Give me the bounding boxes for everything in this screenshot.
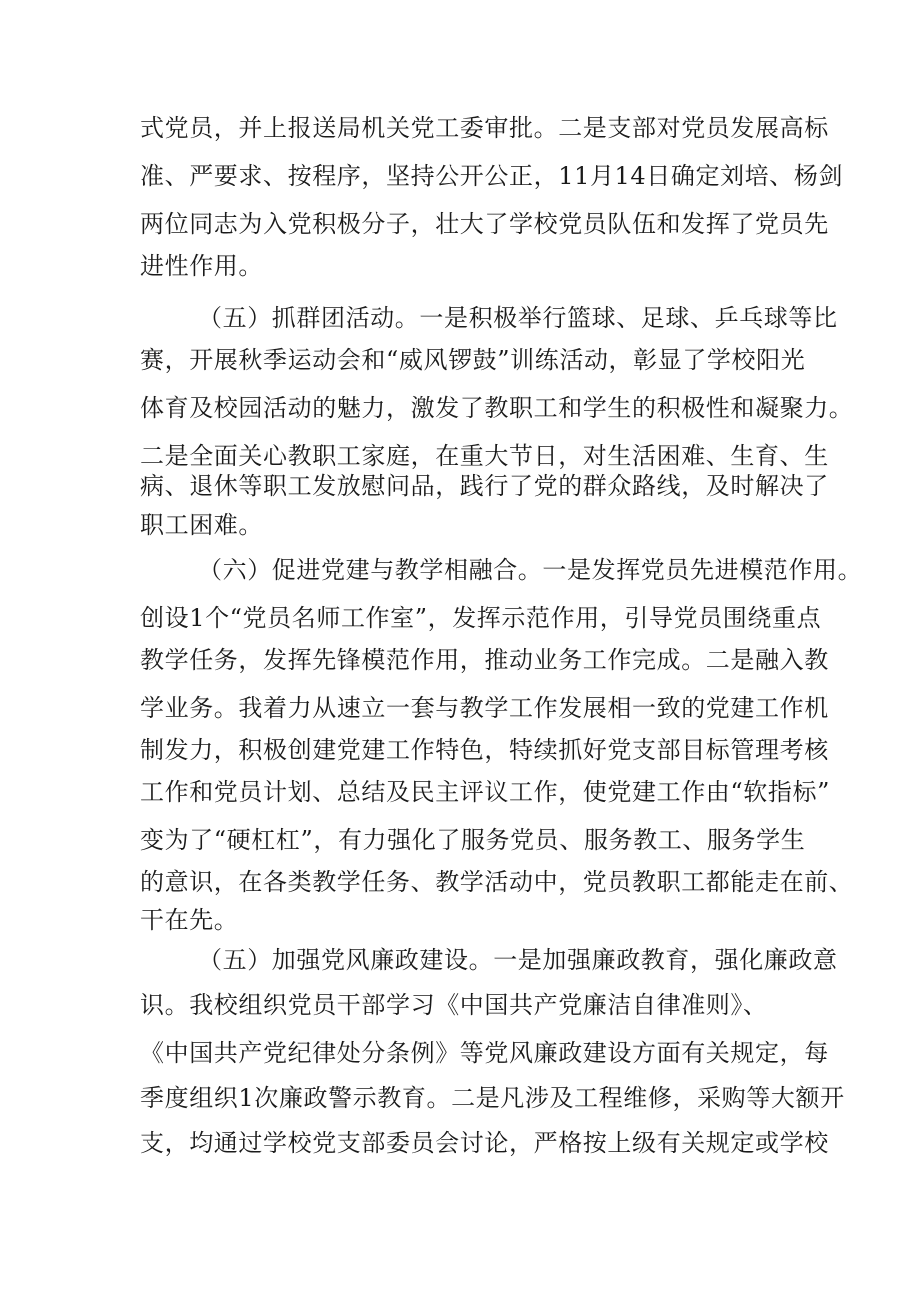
- text-line: 变为了“硬杠杠”，有力强化了服务党员、服务教工、服务学生: [140, 826, 806, 854]
- text-line: 准、严要求、按程序，坚持公开公正，11月14日确定刘培、杨剑: [140, 162, 844, 190]
- text-line: 支，均通过学校党支部委员会讨论，严格按上级有关规定或学校: [140, 1129, 829, 1157]
- text-line: 体育及校园活动的魅力，激发了教职工和学生的积极性和凝聚力。: [140, 394, 854, 422]
- paragraph-start-line: （五）加强党风廉政建设。一是加强廉政教育，强化廉政意: [198, 946, 838, 974]
- text-line: 二是全面关心教职工家庭，在重大节日，对生活困难、生育、生: [140, 442, 829, 470]
- text-line: 工作和党员计划、总结及民主评议工作，使党建工作由“软指标”: [140, 778, 830, 806]
- text-line: 赛，开展秋季运动会和“威风锣鼓”训练活动，彰显了学校阳光: [140, 346, 806, 374]
- text-line: 两位同志为入党积极分子，壮大了学校党员队伍和发挥了党员先: [140, 210, 829, 238]
- paragraph-start-line: （五）抓群团活动。一是积极举行篮球、足球、乒乓球等比: [198, 304, 838, 332]
- text-line: 《中国共产党纪律处分条例》等党风廉政建设方面有关规定，每: [140, 1039, 829, 1067]
- text-line: 学业务。我着力从速立一套与教学工作发展相一致的党建工作机: [140, 694, 829, 722]
- text-line: 的意识，在各类教学任务、教学活动中，党员教职工都能走在前、: [140, 868, 854, 896]
- text-line: 教学任务，发挥先锋模范作用，推动业务工作完成。二是融入教: [140, 646, 829, 674]
- paragraph-start-line: （六）促进党建与教学相融合。一是发挥党员先进模范作用。: [198, 556, 863, 584]
- text-line: 式党员，并上报送局机关党工委审批。二是支部对党员发展高标: [140, 114, 829, 142]
- text-line: 创设1个“党员名师工作室”，发挥示范作用，引导党员围绕重点: [140, 604, 822, 632]
- text-line: 干在先。: [140, 906, 239, 934]
- text-line: 识。我校组织党员干部学习《中国共产党廉洁自律准则》、: [140, 991, 768, 1019]
- text-line: 进性作用。: [140, 252, 263, 280]
- text-line: 制发力，积极创建党建工作特色，特续抓好党支部目标管理考核: [140, 736, 829, 764]
- text-line: 职工困难。: [140, 511, 263, 539]
- text-line: 季度组织1次廉政警示教育。二是凡涉及工程维修，采购等大额开: [140, 1084, 845, 1112]
- text-line: 病、退休等职工发放慰问品，践行了党的群众路线，及时解决了: [140, 472, 829, 500]
